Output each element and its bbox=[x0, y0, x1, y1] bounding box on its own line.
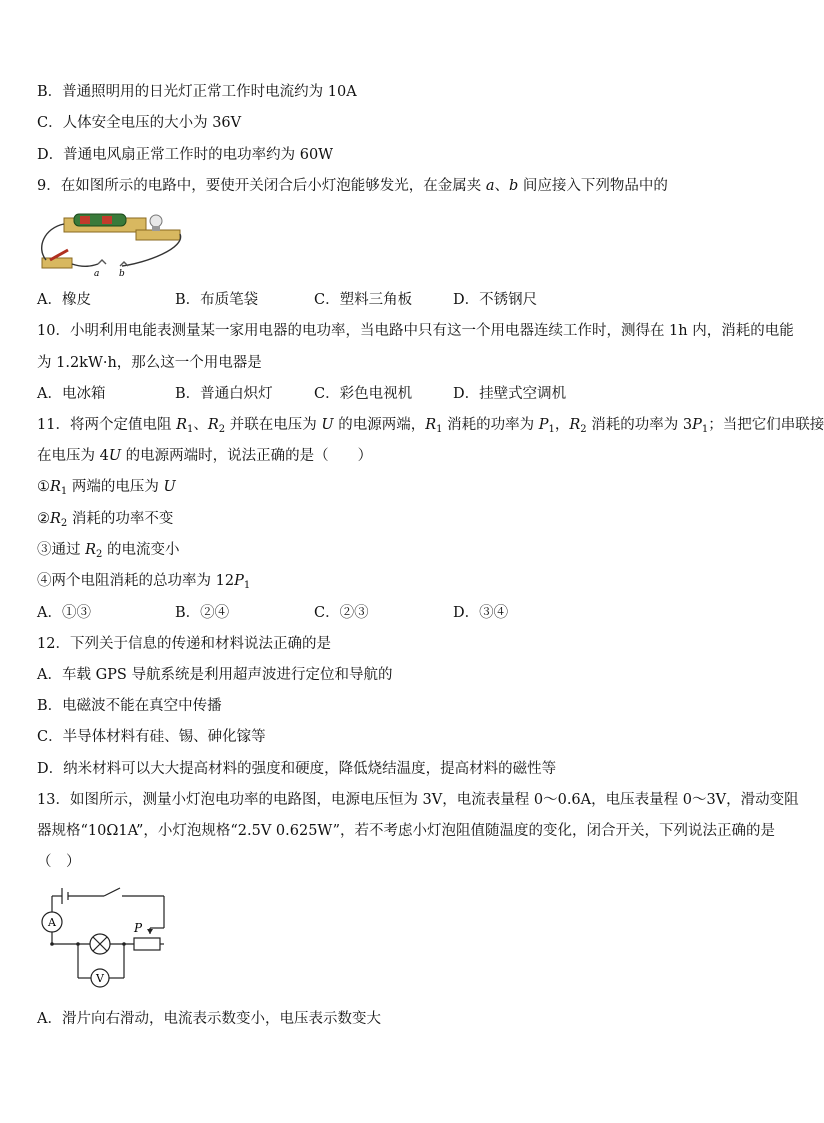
question-11-line-2: 在电压为 4U 的电源两端时，说法正确的是（ ） bbox=[37, 448, 373, 464]
q10-option-c: C．彩色电视机 bbox=[314, 386, 413, 402]
statement-4: ④两个电阻消耗的总功率为 $12P_1$ bbox=[37, 573, 251, 591]
q12-option-a: A．车载 GPS 导航系统是利用超声波进行定位和导航的 bbox=[37, 667, 393, 683]
ammeter-label: A bbox=[48, 916, 56, 929]
question-13-line-1: 13．如图所示，测量小灯泡电功率的电路图，电源电压恒为 3V，电流表量程 0～0.6A，电压表量程 0～3V，滑动变阻 bbox=[37, 792, 799, 808]
q9-option-c: C．塑料三角板 bbox=[314, 292, 413, 308]
question-13-line-3: （ ） bbox=[37, 854, 81, 870]
question-10-line-2: 为 1.2kW·h，那么这一个用电器是 bbox=[37, 355, 262, 371]
voltmeter-label: V bbox=[96, 972, 104, 985]
q11-option-c: C．②③ bbox=[314, 605, 369, 621]
q12-option-d: D．纳米材料可以大大提高材料的强度和硬度，降低烧结温度，提高材料的磁性等 bbox=[37, 761, 557, 777]
clip-b-label: b bbox=[119, 269, 125, 279]
question-11-line-1: 11．将两个定值电阻 $R_1$、$R_2$ 并联在电压为 U 的电源两端，$R_1$ 消耗的功率为 $P_1$，$R_2$ 消耗的功率为 $3P_1$；当把它们串联接 bbox=[37, 417, 824, 435]
statement-3: ③通过 $R_2$ 的电流变小 bbox=[37, 542, 180, 560]
q9-option-a: A．橡皮 bbox=[37, 292, 91, 308]
q9-option-d: D．不锈钢尺 bbox=[453, 292, 538, 308]
question-13-line-2: 器规格“10Ω1A”，小灯泡规格“2.5V 0.625W”，若不考虑小灯泡阻值随温度的变化，闭合开关，下列说法正确的是 bbox=[37, 823, 776, 839]
question-9: 9．在如图所示的电路中，要使开关闭合后小灯泡能够发光，在金属夹 a、b 间应接入下列物品中的 bbox=[37, 178, 668, 194]
q10-option-b: B．普通白炽灯 bbox=[175, 386, 273, 402]
question-12: 12．下列关于信息的传递和材料说法正确的是 bbox=[37, 636, 331, 652]
q13-option-a: A．滑片向右滑动，电流表示数变小，电压表示数变大 bbox=[37, 1011, 381, 1027]
q12-option-b: B．电磁波不能在真空中传播 bbox=[37, 698, 222, 714]
option-b-line: B．普通照明用的日光灯正常工作时电流约为 10A bbox=[37, 84, 357, 100]
question-10-line-1: 10．小明利用电能表测量某一家用电器的电功率，当电路中只有这一个用电器连续工作时，测得在 1h 内，消耗的电能 bbox=[37, 323, 794, 339]
slider-label: P bbox=[134, 921, 143, 935]
q9-option-b: B．布质笔袋 bbox=[175, 292, 259, 308]
q13-circuit-diagram bbox=[38, 884, 168, 990]
clip-a-label: a bbox=[94, 269, 100, 279]
q10-option-a: A．电冰箱 bbox=[37, 386, 106, 402]
option-c-line: C．人体安全电压的大小为 36V bbox=[37, 115, 242, 131]
option-d-line: D．普通电风扇正常工作时的电功率约为 60W bbox=[37, 147, 334, 163]
q11-option-b: B．②④ bbox=[175, 605, 230, 621]
statement-2: $②R_2$ 消耗的功率不变 bbox=[37, 511, 174, 529]
q12-option-c: C．半导体材料有硅、锡、砷化镓等 bbox=[37, 729, 266, 745]
statement-1: $①R_1$ 两端的电压为 U bbox=[37, 479, 176, 497]
q10-option-d: D．挂壁式空调机 bbox=[453, 386, 567, 402]
q9-circuit-figure bbox=[36, 208, 186, 278]
q11-option-d: D．③④ bbox=[453, 605, 509, 621]
q11-option-a: A．①③ bbox=[37, 605, 91, 621]
